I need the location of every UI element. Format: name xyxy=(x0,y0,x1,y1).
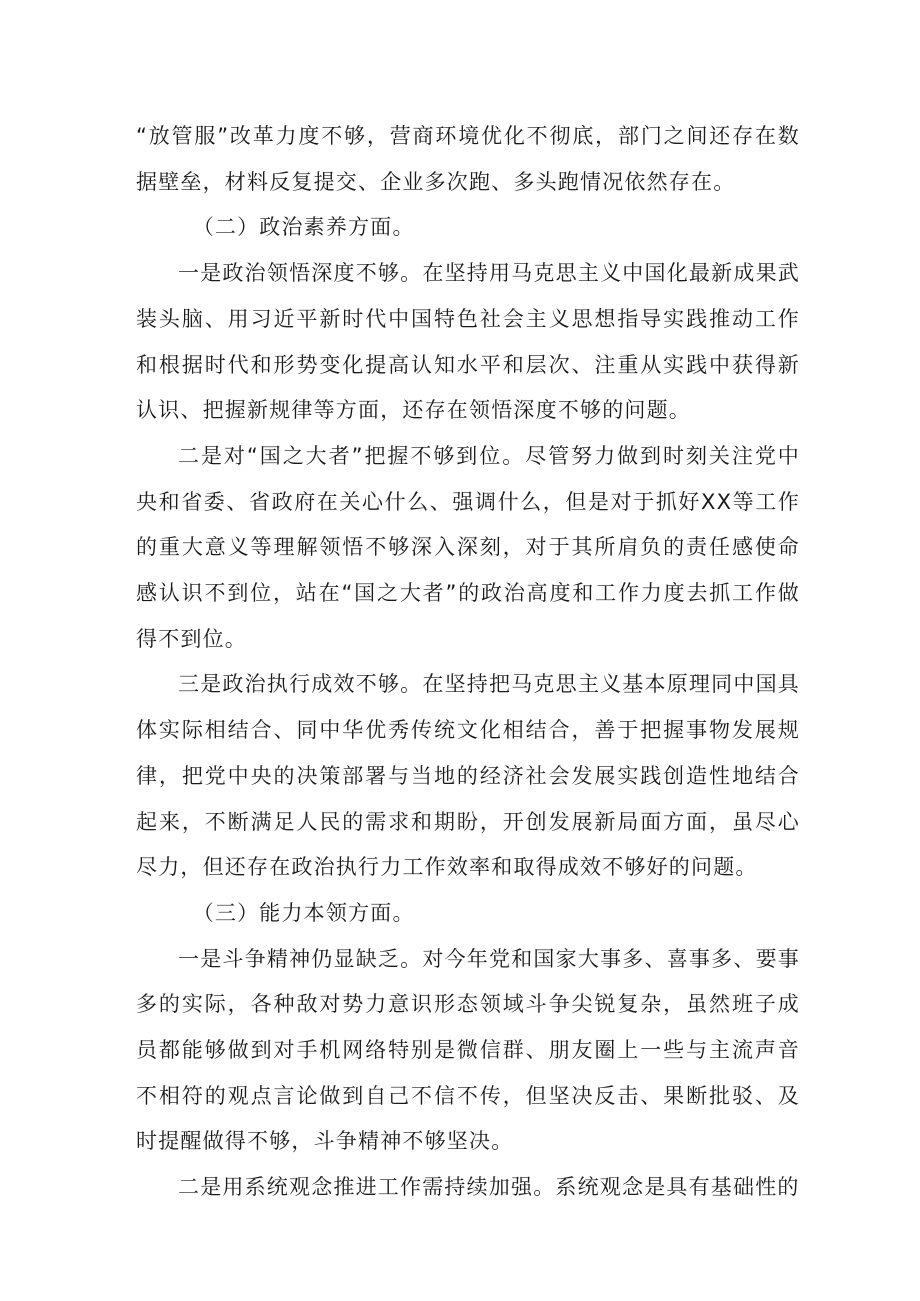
document-body xyxy=(136,114,800,1211)
section-heading-capability: （三）能力本领方面。 xyxy=(192,900,415,925)
paragraph-political-comprehension: 一是政治领悟深度不够。在坚持用马克思主义中国化最新成果武装头脑、用习近平新时代中国特色社会主义思想指导实践推动工作和根据时代和形势变化提高认知水平和层次、注重从实践中获得新认识、把握新规律等方面，还存在领悟深度不够的问题。 xyxy=(136,261,800,423)
section-heading-political-quality: （二）政治素养方面。 xyxy=(192,215,415,240)
paragraph-continuation: “放管服”改革力度不够，营商环境优化不彻底，部门之间还存在数据壁垒，材料反复提交、企业多次跑、多头跑情况依然存在。 xyxy=(136,124,800,194)
paragraph-political-execution: 三是政治执行成效不够。在坚持把马克思主义基本原理同中国具体实际相结合、同中华优秀传统文化相结合，善于把握事物发展规律，把党中央的决策部署与当地的经济社会发展实践创造性地结合起来，不断满足人民的需求和期盼，开创发展新局面方面，虽尽心尽力，但还存在政治执行力工作效率和取得成效不够好的问题。 xyxy=(136,672,800,880)
paragraph-systems-thinking: 二是用系统观念推进工作需持续加强。系统观念是具有基础性的 xyxy=(178,1175,800,1200)
paragraph-national-priorities: 二是对“国之大者”把握不够到位。尽管努力做到时刻关注党中央和省委、省政府在关心什么、强调什么，但是对于抓好XX等工作的重大意义等理解领悟不够深入深刻，对于其所肩负的责任感使命感认识不到位，站在“国之大者”的政治高度和工作力度去抓工作做得不到位。 xyxy=(136,443,800,651)
paragraph-fighting-spirit: 一是斗争精神仍显缺乏。对今年党和国家大事多、喜事多、要事多的实际，各种敌对势力意识形态领域斗争尖锐复杂，虽然班子成员都能够做到对手机网络特别是微信群、朋友圈上一些与主流声音不相符的观点言论做到自己不信不传，但坚决反击、果断批驳、及时提醒做得不够，斗争精神不够坚决。 xyxy=(136,946,800,1154)
